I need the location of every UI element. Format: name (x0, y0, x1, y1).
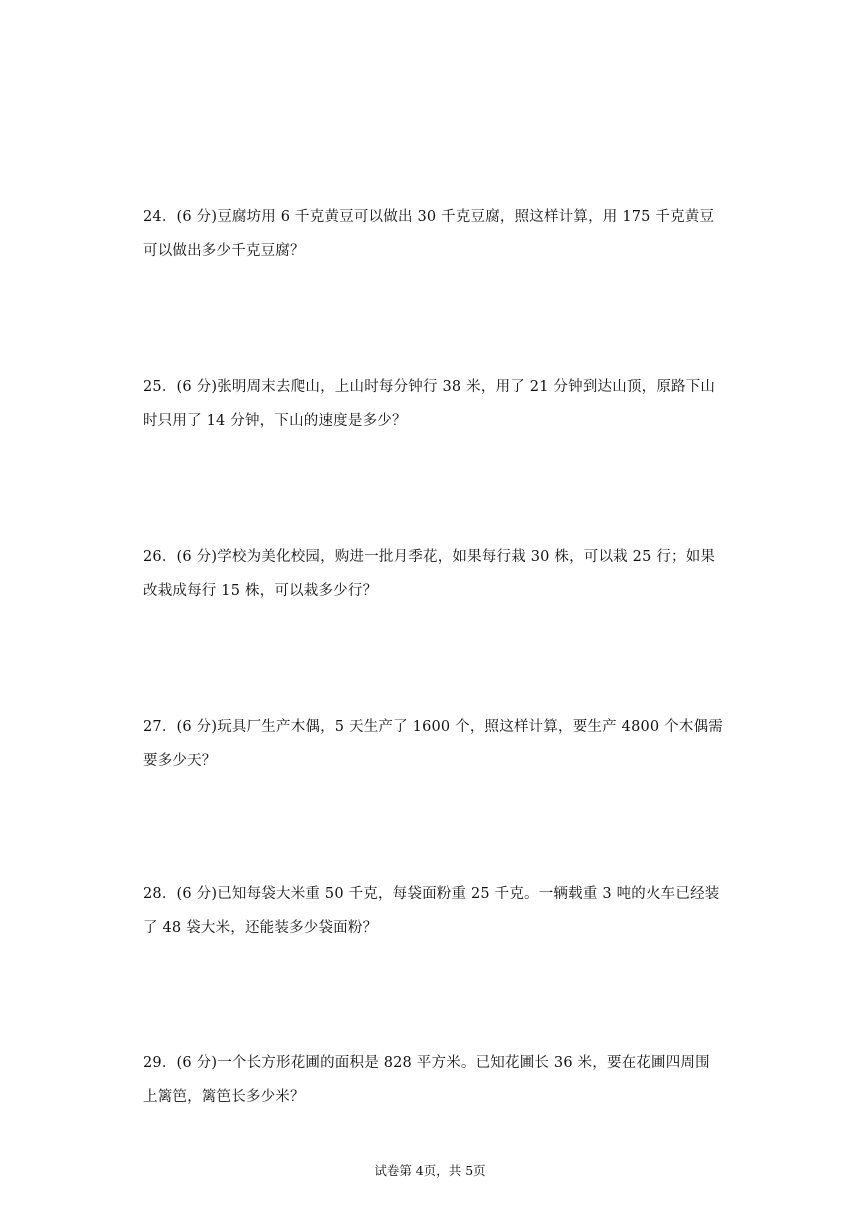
question-27-line-2: 要多少天？ (143, 753, 217, 769)
question-25-line-1: 25．(6 分)张明周末去爬山，上山时每分钟行 38 米，用了 21 分钟到达山顶，原路下山 (143, 379, 716, 395)
page-footer (0, 1163, 860, 1179)
question-29 (143, 1046, 723, 1114)
question-24 (143, 200, 723, 268)
question-27 (143, 710, 723, 778)
question-26-line-2: 改栽成每行 15 株，可以栽多少行？ (143, 583, 378, 599)
question-28-line-2: 了 48 袋大米，还能装多少袋面粉？ (143, 920, 378, 936)
question-25 (143, 370, 723, 438)
question-29-line-1: 29．(6 分)一个长方形花圃的面积是 828 平方米。已知花圃长 36 米，要在花圃四周围 (143, 1055, 710, 1071)
question-25-line-2: 时只用了 14 分钟，下山的速度是多少？ (143, 413, 407, 429)
question-28-line-1: 28．(6 分)已知每袋大米重 50 千克，每袋面粉重 25 千克。一辆载重 3 吨的火车已经装 (143, 886, 720, 902)
question-29-line-2: 上篱笆，篱笆长多少米？ (143, 1089, 305, 1105)
question-24-line-2: 可以做出多少千克豆腐？ (143, 243, 305, 259)
question-26 (143, 540, 723, 608)
question-24-line-1: 24．(6 分)豆腐坊用 6 千克黄豆可以做出 30 千克豆腐，照这样计算，用 175 千克黄豆 (143, 209, 715, 225)
question-27-line-1: 27．(6 分)玩具厂生产木偶，5 天生产了 1600 个，照这样计算，要生产 4800 个木偶需 (143, 719, 723, 735)
question-26-line-1: 26．(6 分)学校为美化校园，购进一批月季花，如果每行栽 30 株，可以栽 25 行；如果 (143, 549, 716, 565)
page-number-label: 试卷第 4页，共 5页 (374, 1163, 486, 1178)
question-28 (143, 877, 723, 945)
